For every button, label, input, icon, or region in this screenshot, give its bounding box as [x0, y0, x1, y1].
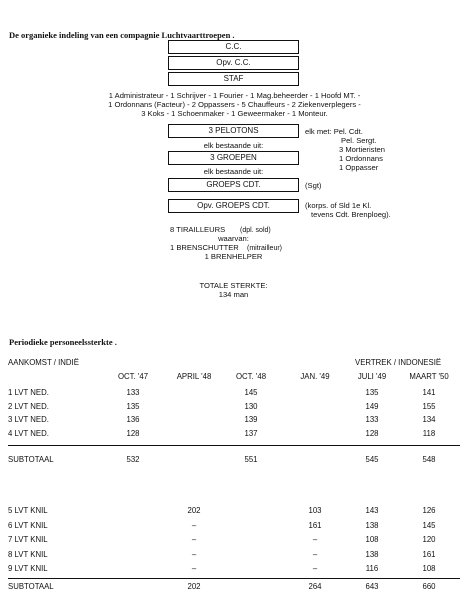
table-cell: 130: [244, 401, 258, 411]
table-cell: 128: [126, 428, 140, 438]
box-groepen: 3 GROEPEN: [168, 151, 299, 165]
table-cell: 133: [365, 415, 379, 424]
row-label: 4 LVT NED.: [8, 428, 49, 438]
table-cell: 138: [365, 520, 379, 530]
table-cell: 128: [365, 428, 379, 438]
table-cell: –: [312, 535, 318, 544]
totale-sterkte-value: 134 man: [218, 290, 249, 299]
table-cell: 135: [365, 388, 379, 397]
table-cell: 143: [365, 506, 379, 515]
table-cell: –: [312, 549, 318, 559]
table-cell: 660: [422, 582, 436, 591]
col-header: APRIL '48: [176, 372, 212, 381]
opv-note-1: (korps. of Sld 1e Kl.: [305, 201, 372, 210]
pelotons-note-5: 1 Oppasser: [339, 163, 379, 172]
table-cell: 149: [365, 401, 379, 411]
table-cell: 139: [244, 415, 258, 424]
box-staf: STAF: [168, 72, 299, 86]
table-cell: 532: [126, 455, 140, 464]
tirailleurs-note: (dpl. sold): [240, 227, 271, 234]
box-groeps-cdt: GROEPS CDT.: [168, 178, 299, 192]
table-cell: 137: [244, 428, 258, 438]
table-cell: 545: [365, 455, 379, 464]
brenschutter-note: (mitrailleur): [247, 245, 282, 252]
table-cell: 202: [187, 506, 201, 515]
table-cell: 108: [422, 564, 436, 573]
table-cell: 145: [244, 388, 258, 397]
table-cell: 161: [422, 549, 436, 559]
table-cell: 136: [126, 415, 140, 424]
box-pelotons: 3 PELOTONS: [168, 124, 299, 138]
divider-line: [8, 578, 460, 579]
tirailleurs: 8 TIRAILLEURS: [170, 225, 226, 234]
waarvan: waarvan:: [218, 234, 249, 243]
aankomst-header: AANKOMST / INDIË: [8, 358, 79, 367]
box-opv-groeps-cdt: Opv. GROEPS CDT.: [168, 199, 299, 213]
table-cell: –: [191, 549, 197, 559]
table-cell: 548: [422, 455, 436, 464]
pelotons-note-1: elk met: Pel. Cdt.: [305, 127, 363, 136]
col-header: MAART '50: [409, 372, 449, 381]
table-cell: –: [191, 520, 197, 530]
divider-line: [8, 445, 460, 446]
table-cell: 161: [308, 520, 322, 530]
box-opv-cc: Opv. C.C.: [168, 56, 299, 70]
staf-line-3: 3 Koks - 1 Schoenmaker - 1 Geweermaker - 1 Monteur.: [141, 109, 328, 118]
table-cell: –: [312, 564, 318, 573]
pelotons-note-4: 1 Ordonnans: [339, 154, 383, 163]
table-cell: 643: [365, 582, 379, 591]
box-cc: C.C.: [168, 40, 299, 54]
vertrek-header: VERTREK / INDONESIË: [355, 358, 442, 367]
staf-line-1: 1 Administrateur - 1 Schrijver - 1 Fourier - 1 Mag.beheerder - 1 Hoofd MT. -: [108, 91, 361, 100]
table-cell: 126: [422, 506, 436, 515]
table-cell: 202: [187, 582, 201, 591]
table-cell: 155: [422, 401, 436, 411]
row-label: 3 LVT NED.: [8, 415, 49, 424]
groeps-cdt-note: (Sgt): [305, 181, 322, 190]
table-cell: 135: [126, 401, 140, 411]
table-cell: 134: [422, 415, 436, 424]
table-cell: –: [191, 564, 197, 573]
row-label: 5 LVT KNIL: [8, 506, 48, 515]
each-consisting-1: elk bestaande uit:: [203, 141, 264, 150]
table-cell: 138: [365, 549, 379, 559]
table-cell: 551: [244, 455, 258, 464]
row-label: 2 LVT NED.: [8, 401, 49, 411]
table-cell: 141: [422, 388, 436, 397]
table-cell: 108: [365, 535, 379, 544]
row-label: 6 LVT KNIL: [8, 520, 48, 530]
pelotons-note-2: Pel. Sergt.: [341, 136, 377, 145]
pelotons-note-3: 3 Mortieristen: [339, 145, 386, 154]
row-label: 9 LVT KNIL: [8, 564, 48, 573]
row-label: 1 LVT NED.: [8, 388, 49, 397]
row-label: SUBTOTAAL: [8, 455, 54, 464]
strength-title: Periodieke personeelssterkte .: [9, 337, 117, 347]
col-header: JAN. '49: [300, 372, 330, 381]
table-cell: –: [191, 535, 197, 544]
table-cell: 103: [308, 506, 322, 515]
table-cell: 264: [308, 582, 322, 591]
each-consisting-2: elk bestaande uit:: [203, 167, 264, 176]
table-cell: 145: [422, 520, 436, 530]
opv-note-2: tevens Cdt. Brenploeg).: [311, 210, 391, 219]
brenhelper: 1 BRENHELPER: [204, 252, 263, 261]
col-header: OCT. '47: [117, 372, 149, 381]
row-label: 8 LVT KNIL: [8, 549, 48, 559]
table-cell: 118: [422, 428, 436, 438]
org-title: De organieke indeling van een compagnie Luchtvaarttroepen .: [9, 30, 235, 40]
table-cell: 120: [422, 535, 436, 544]
row-label: SUBTOTAAL: [8, 582, 54, 591]
staf-line-2: 1 Ordonnans (Facteur) - 2 Oppassers - 5 Chauffeurs - 2 Ziekenverplegers -: [108, 100, 361, 109]
row-label: 7 LVT KNIL: [8, 535, 48, 544]
totale-sterkte-label: TOTALE STERKTE:: [199, 281, 268, 290]
table-cell: 116: [365, 564, 379, 573]
col-header: OCT. '48: [235, 372, 267, 381]
table-cell: 133: [126, 388, 140, 397]
col-header: JULI '49: [357, 372, 387, 381]
brenschutter: 1 BRENSCHUTTER: [170, 243, 239, 252]
